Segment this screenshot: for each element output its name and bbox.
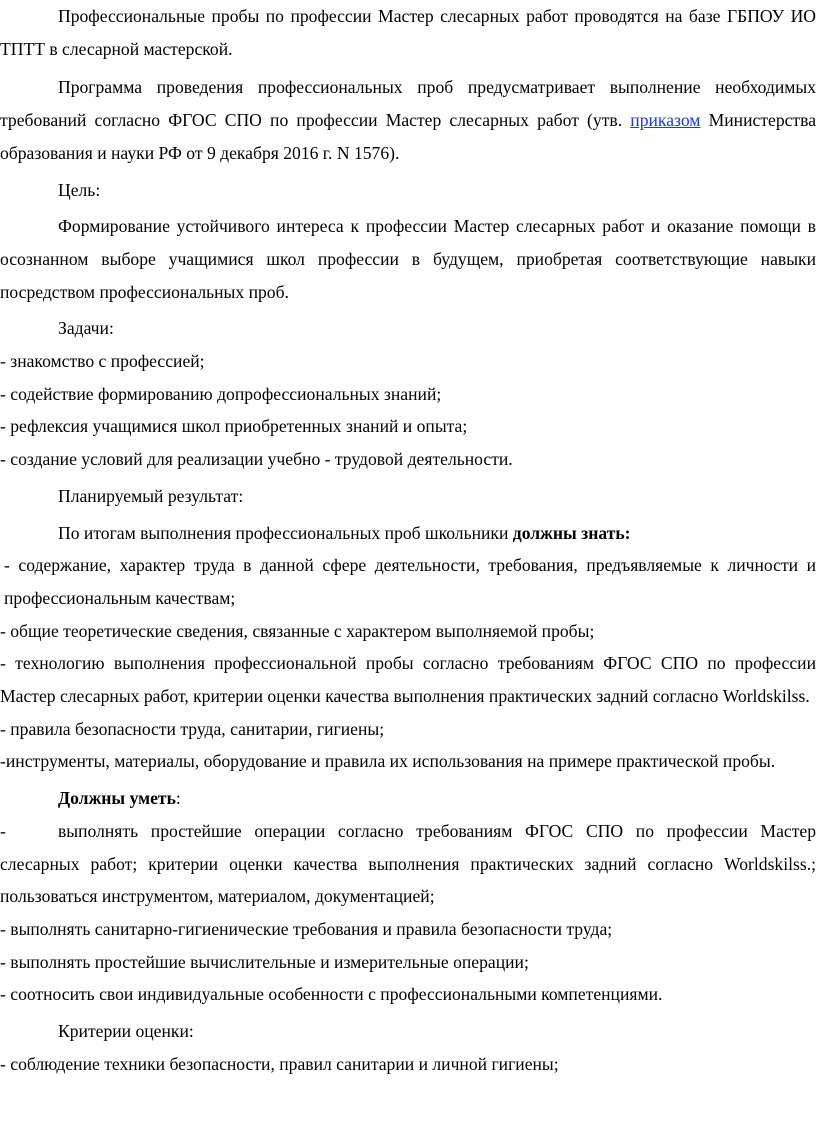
know-item: - содержание, характер труда в данной сфере деятельности, требования, предъявляемые к личности и профессиональным качествам;	[4, 555, 816, 608]
skill-item: - выполнять санитарно-гигиенические требования и правила безопасности труда;	[0, 919, 613, 939]
criteria-heading: Критерии оценки:	[58, 1021, 194, 1042]
result-intro-text: По итогам выполнения профессиональных проб школьники	[58, 522, 513, 543]
task-item: - содействие формированию допрофессиональных знаний;	[0, 383, 442, 404]
goal-heading: Цель:	[58, 179, 101, 200]
task-item: - создание условий для реализации учебно - трудовой деятельности.	[0, 449, 513, 470]
order-link[interactable]: приказом	[630, 110, 701, 131]
skills-heading	[0, 782, 816, 815]
skills-colon: :	[175, 788, 181, 809]
tasks-heading: Задачи:	[58, 318, 114, 339]
know-item: - правила безопасности труда, санитарии, гигиены;	[0, 718, 385, 739]
result-intro	[0, 517, 816, 550]
goal-text: Формирование устойчивого интереса к профессии Мастер слесарных работ и оказание помощи в осознанном выборе учащимися школ профессии в будущем, приобретая соответствующие навыки посредством профессиональных проб.	[0, 216, 816, 302]
know-item: - технологию выполнения профессиональной пробы согласно требованиям ФГОС СПО по профессии Мастер слесарных работ, критерии оценки качества выполнения практических задний согласно Worldskilss.	[0, 653, 816, 707]
know-item: - общие теоретические сведения, связанные с характером выполняемой пробы;	[0, 620, 595, 641]
skill-item-continued: выполнять простейшие операции согласно требованиям ФГОС СПО по профессии Мастер слесарных работ; критерии оценки качества выполнения практических задний согласно Worldskilss.; пользоваться инструментом, материалом, документацией;	[0, 820, 816, 907]
paragraph-program	[0, 71, 816, 169]
result-heading: Планируемый результат:	[58, 485, 244, 506]
paragraph-intro: Профессиональные пробы по профессии Мастер слесарных работ проводятся на базе ГБПОУ ИО ТПТТ в слесарной мастерской.	[0, 6, 816, 59]
skill-item: - соотносить свои индивидуальные особенности с профессиональными компетенциями.	[0, 984, 663, 1005]
criteria-item: - соблюдение техники безопасности, правил санитарии и личной гигиены;	[0, 1053, 559, 1074]
task-item: - знакомство с профессией;	[0, 351, 205, 372]
know-item: -инструменты, материалы, оборудование и правила их использования на примере практической пробы.	[0, 751, 776, 772]
program-text-end: Министерства образования и науки РФ от 9 декабря 2016 г. N 1576).	[0, 110, 816, 163]
task-item: - рефлексия учащимися школ приобретенных знаний и опыта;	[0, 416, 468, 437]
skill-item: - выполнять простейшие вычислительные и измерительные операции;	[0, 951, 529, 972]
skills-title: Должны уметь	[58, 788, 176, 809]
bullet-dash: -	[0, 820, 6, 841]
program-text: Программа проведения профессиональных проб предусматривает выполнение необходимых требований согласно ФГОС СПО по профессии Мастер слесарных работ (утв.	[0, 77, 816, 131]
must-know-label: должны знать:	[512, 522, 631, 543]
